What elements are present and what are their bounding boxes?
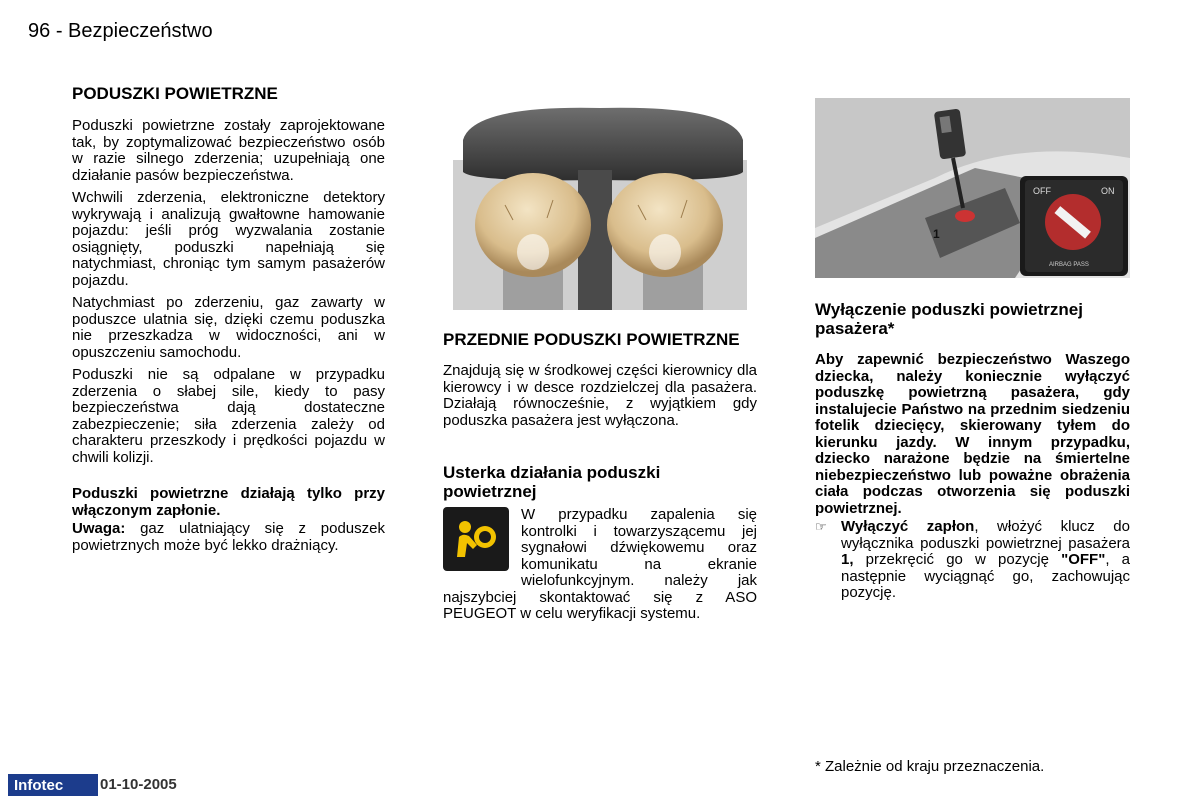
passenger-airbag-column	[815, 300, 1130, 602]
instruction-bullet	[815, 519, 1130, 602]
warning-text: gaz ulatniający się z poduszek powietrznych może być lekko drażniący.	[72, 520, 385, 554]
paragraph-deflation: Natychmiast po zderzeniu, gaz zawarty w poduszce ulatnia się, dzięki czemu poduszka nie przeszkadza w widoczności, ani w opuszczeniu samochodu.	[72, 294, 385, 361]
key-number-label: 1	[933, 227, 940, 241]
infotec-logo-text: Infotec	[14, 777, 64, 794]
warning-note	[72, 521, 385, 554]
instruction-part-2: przekręcić go w pozycję	[853, 551, 1062, 568]
airbags-intro-column	[72, 84, 385, 560]
warning-label: Uwaga:	[72, 520, 126, 537]
airbag-warning-light	[443, 507, 509, 571]
front-airbags-illustration	[443, 100, 757, 310]
section-heading-disable-passenger-airbag: Wyłączenie poduszki powietrznej pasażera*	[815, 300, 1083, 338]
instruction-part-3: , a następnie wyciągnąć go, zachowując pozycję.	[841, 551, 1130, 601]
page-title: Bezpieczeństwo	[68, 20, 213, 42]
section-heading-fault: Usterka działania poduszki powietrznej	[443, 463, 661, 501]
instruction-bold-ignition: Wyłączyć zapłon	[841, 518, 975, 535]
instruction-bold-off: "OFF"	[1061, 551, 1106, 568]
paragraph-detection: Wchwili zderzenia, elektroniczne detektory wykrywają i analizują gwałtowne hamowanie pojazdu: jeśli próg wyzwalania zostanie osiągnięty, poduszki napełniają się natychmiast, chroniąc tym samym pasażerów pojazdu.	[72, 189, 385, 289]
pointing-hand-icon: ☞	[815, 519, 827, 534]
instruction-bold-key: 1,	[841, 551, 854, 568]
paragraph-fault: W przypadku zapalenia się kontrolki i towarzyszącemu jej sygnałowi dźwiękowemu oraz komunikatu na ekranie wielofunkcyjnym. należy jak najszybciej skontaktować się z ASO PEUGEOT w celu weryfikacji systemu.	[443, 506, 757, 622]
page-header	[28, 20, 213, 43]
publication-date: 01-10-2005	[100, 776, 177, 793]
switch-on-label: ON	[1101, 186, 1115, 196]
section-heading-airbags: PODUSZKI POWIETRZNE	[72, 84, 278, 103]
instruction-part-1: , włożyć klucz do wyłącznika poduszki powietrznej pasażera	[841, 518, 1130, 552]
page-number: 96	[28, 20, 51, 42]
paragraph-no-deploy: Poduszki nie są odpalane w przypadku zderzenia o słabej sile, kiedy to pasy bezpieczeństwa dają dostateczne zabezpieczenie; siła zderzenia zależy od charakteru przeszkody i prędkości pojazdu w chwili kolizji.	[72, 366, 385, 466]
front-airbags-column	[443, 330, 757, 629]
section-heading-front-airbags: PRZEDNIE PODUSZKI POWIETRZNE	[443, 330, 740, 349]
switch-small-label: AIRBAG PASS	[1049, 262, 1089, 268]
switch-off-label: OFF	[1033, 186, 1051, 196]
airbag-warning-icon	[443, 507, 509, 571]
passenger-airbag-switch-illustration	[815, 98, 1130, 278]
header-separator: -	[55, 20, 63, 42]
instruction-text	[841, 519, 1130, 602]
paragraph-purpose: Poduszki powietrzne zostały zaprojektowane tak, by zoptymalizować bezpieczeństwo osób w razie silnego zderzenia; uzupełniają one działanie pasów bezpieczeństwa.	[72, 117, 385, 184]
ignition-note: Poduszki powietrzne działają tylko przy włączonym zapłonie.	[72, 485, 385, 519]
footnote: * Zależnie od kraju przeznaczenia.	[815, 758, 1045, 775]
switch-drawing	[815, 98, 1130, 278]
infotec-logo	[8, 774, 98, 801]
child-seat-warning: Aby zapewnić bezpieczeństwo Waszego dziecka, należy koniecznie wyłączyć poduszkę powietrzną pasażera, gdy instalujecie Państwo na przednim siedzeniu fotelik dziecięcy, skierowany tyłem do kierunku jazdy. W innym przypadku, dziecko narażone będzie na śmiertelne niebezpieczeństwo lub poważne obrażenia ciała podczas otworzenia się poduszki powietrznej.	[815, 351, 1130, 517]
airbags-drawing	[443, 100, 757, 310]
paragraph-front-location: Znajdują się w środkowej części kierownicy dla kierowcy i w desce rozdzielczej dla pasażera. Działają równocześnie, z wyjątkiem gdy poduszka pasażera jest wyłączona.	[443, 362, 757, 429]
infotec-logo-mark	[8, 774, 98, 796]
